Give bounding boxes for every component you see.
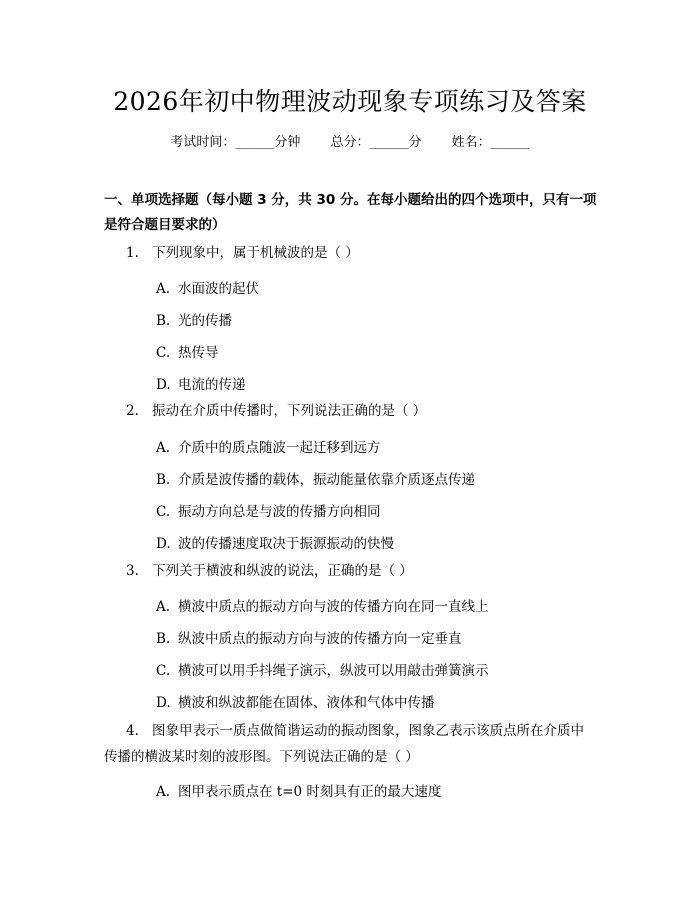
option-letter: D. [156, 695, 171, 711]
question-stem: 图象甲表示一质点做简谐运动的振动图象，图象乙表示该质点所在介质中 [152, 723, 584, 739]
question-1-option-a [156, 277, 259, 297]
option-text: 水面波的起伏 [178, 281, 259, 297]
option-letter: A. [156, 599, 171, 615]
question-1-option-c [156, 341, 219, 361]
option-letter: B. [156, 472, 171, 488]
question-3-option-b [156, 627, 462, 647]
option-letter: D. [156, 377, 171, 393]
question-stem-line-1 [104, 718, 604, 744]
option-letter: A. [156, 440, 171, 456]
option-text: 图甲表示质点在 t=0 时刻具有正的最大速度 [178, 784, 442, 800]
question-4-option-a [156, 780, 441, 800]
option-letter: B. [156, 631, 171, 647]
option-letter: B. [156, 313, 171, 329]
question-3 [104, 558, 604, 584]
option-text: 横波中质点的振动方向与波的传播方向在同一直线上 [178, 599, 489, 615]
question-number: 4. [126, 723, 139, 739]
question-stem: 下列现象中，属于机械波的是（ ） [152, 245, 359, 261]
question-stem-line-2: 传播的横波某时刻的波形图。下列说法正确的是（ ） [104, 749, 419, 765]
page-title: 2026年初中物理波动现象专项练习及答案 [113, 87, 587, 116]
option-text: 纵波中质点的振动方向与波的传播方向一定垂直 [178, 631, 462, 647]
exam-time-field: 考试时间：______分钟 [170, 135, 301, 150]
question-2-option-a [156, 436, 381, 456]
question-stem: 振动在介质中传播时，下列说法正确的是（ ） [152, 403, 427, 419]
question-stem: 下列关于横波和纵波的说法，正确的是（ ） [152, 563, 413, 579]
question-2-option-d [156, 532, 394, 552]
option-text: 介质是波传播的载体，振动能量依靠介质逐点传递 [178, 472, 475, 488]
question-2 [104, 398, 604, 424]
question-4 [104, 718, 604, 770]
question-1 [104, 240, 604, 266]
question-2-option-c [156, 500, 381, 520]
question-number: 3. [126, 563, 139, 579]
option-letter: C. [156, 345, 171, 361]
question-number: 1. [126, 245, 139, 261]
option-letter: D. [156, 536, 171, 552]
section-heading-single-choice: 一、单项选择题（每小题 3 分，共 30 分。在每小题给出的四个选项中，只有一项是符合题目要求的） [104, 192, 597, 233]
question-2-option-b [156, 468, 475, 488]
question-3-option-c [156, 659, 489, 679]
option-text: 波的传播速度取决于振源振动的快慢 [178, 536, 394, 552]
option-letter: A. [156, 281, 171, 297]
option-text: 光的传播 [178, 313, 232, 329]
student-name-field: 姓名：______ [451, 135, 530, 150]
option-text: 热传导 [178, 345, 219, 361]
option-letter: C. [156, 504, 171, 520]
question-1-option-b [156, 309, 232, 329]
option-text: 介质中的质点随波一起迁移到远方 [178, 440, 381, 456]
option-text: 横波可以用手抖绳子演示，纵波可以用敲击弹簧演示 [178, 663, 489, 679]
option-text: 振动方向总是与波的传播方向相同 [178, 504, 381, 520]
question-3-option-d [156, 691, 435, 711]
question-1-option-d [156, 373, 246, 393]
option-text: 电流的传递 [178, 377, 246, 393]
question-number: 2. [126, 403, 139, 419]
option-text: 横波和纵波都能在固体、液体和气体中传播 [178, 695, 435, 711]
option-letter: C. [156, 663, 171, 679]
total-score-field: 总分：______分 [330, 135, 422, 150]
exam-info-line [0, 131, 700, 150]
question-3-option-a [156, 595, 489, 615]
option-letter: A. [156, 784, 171, 800]
